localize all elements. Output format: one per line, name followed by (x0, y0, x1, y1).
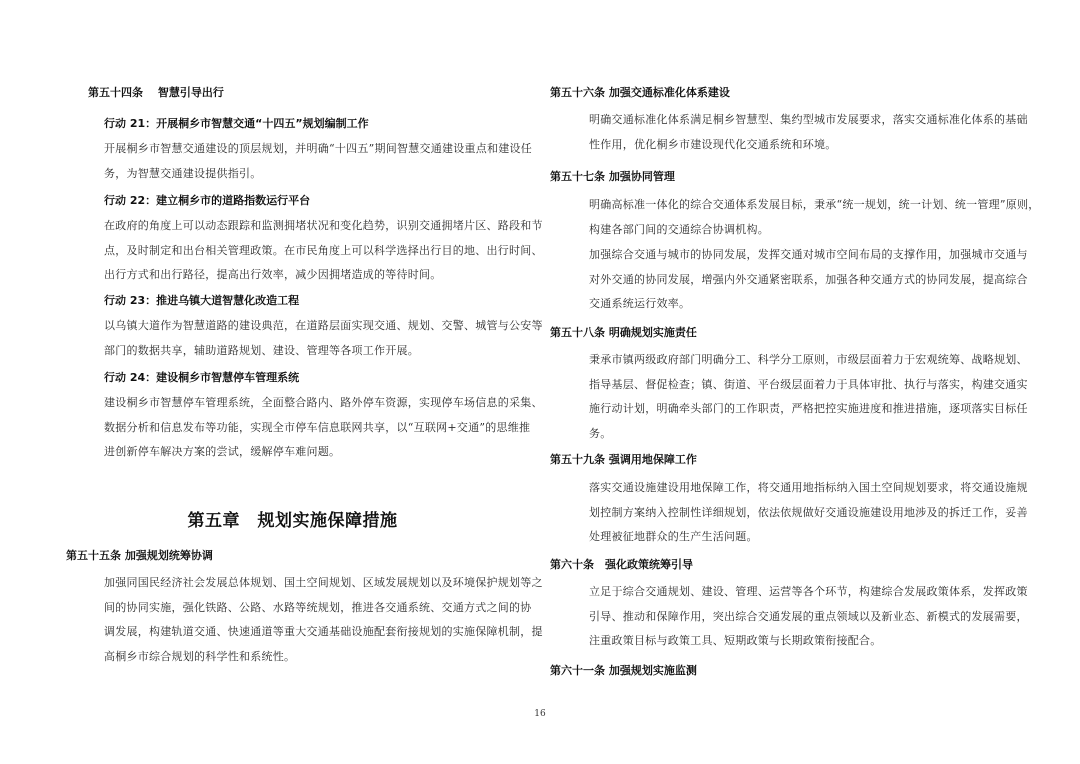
article-55-heading: 第五十五条 加强规划统筹协调 (66, 549, 213, 562)
action-21-heading: 行动 21：开展桐乡市智慧交通“十四五”规划编制工作 (104, 117, 369, 130)
article-56-text: 明确交通标准化体系满足桐乡智慧型、集约型城市发展要求，落实交通标准化体系的基础 性作用，优化桐乡市建设现代化交通系统和环境。 (589, 113, 1028, 151)
page-number: 16 (534, 709, 546, 719)
article-57-heading: 第五十七条 加强协同管理 (550, 170, 675, 183)
action-21-text: 开展桐乡市智慧交通建设的顶层规划，并明确“十四五”期间智慧交通建设重点和建设任 务，为智慧交通建设提供指引。 (104, 142, 532, 180)
article-59-text: 落实交通设施建设用地保障工作，将交通用地指标纳入国土空间规划要求，将交通设施规 划控制方案纳入控制性详细规划，依法依规做好交通设施建设用地涉及的拆迁工作，妥善 处理被征地群众的生产生活问题。 (589, 481, 1028, 543)
article-56-heading: 第五十六条 加强交通标准化体系建设 (550, 86, 730, 99)
action-23-heading: 行动 23：推进乌镇大道智慧化改造工程 (104, 294, 300, 307)
action-24-text: 建设桐乡市智慧停车管理系统，全面整合路内、路外停车资源，实现停车场信息的采集、 数据分析和信息发布等功能，实现全市停车信息联网共享，以“互联网+交通”的思维推 进创新停车解决方案的尝试，缓解停车难问题。 (104, 396, 543, 458)
article-54-heading: 第五十四条 智慧引导出行 (88, 86, 224, 99)
article-57-text-2: 加强综合交通与城市的协同发展，发挥交通对城市空间布局的支撑作用，加强城市交通与 对外交通的协同发展，增强内外交通紧密联系，加强各种交通方式的协同发展，提高综合 交通系统运行效率。 (589, 248, 1028, 310)
chapter-title: 第五章 规划实施保障措施 (187, 511, 398, 531)
action-24-heading: 行动 24：建设桐乡市智慧停车管理系统 (104, 371, 300, 384)
action-23-text: 以乌镇大道作为智慧道路的建设典范，在道路层面实现交通、规划、交警、城管与公安等 部门的数据共享，辅助道路规划、建设、管理等各项工作开展。 (104, 319, 543, 357)
article-60-heading: 第六十条 强化政策统筹引导 (550, 558, 693, 571)
article-61-heading: 第六十一条 加强规划实施监测 (550, 664, 697, 677)
article-58-text: 秉承市镇两级政府部门明确分工、科学分工原则，市级层面着力于宏观统筹、战略规划、 指导基层、督促检查；镇、街道、平台级层面着力于具体审批、执行与落实，构建交通实 施行动计划，明确牵头部门的工作职责，严格把控实施进度和推进措施，逐项落实目标任 务。 (589, 353, 1028, 440)
article-58-heading: 第五十八条 明确规划实施责任 (550, 326, 697, 339)
article-57-text-1: 明确高标准一体化的综合交通体系发展目标，秉承“统一规划，统一计划、统一管理”原则， 构建各部门间的交通综合协调机构。 (589, 198, 1040, 236)
article-55-text: 加强同国民经济社会发展总体规划、国土空间规划、区域发展规划以及环境保护规划等之 间的协同实施，强化铁路、公路、水路等统规划，推进各交通系统、交通方式之间的协 调发展，构建轨道交通、快速通道等重大交通基础设施配套衔接规划的实施保障机制，提 高桐乡市综合规划的科学性和系统性。 (104, 576, 543, 663)
article-59-heading: 第五十九条 强调用地保障工作 (550, 453, 697, 466)
action-22-heading: 行动 22：建立桐乡市的道路指数运行平台 (104, 194, 311, 207)
action-22-text: 在政府的角度上可以动态跟踪和监测拥堵状况和变化趋势，识别交通拥堵片区、路段和节 点，及时制定和出台相关管理政策。在市民角度上可以科学选择出行目的地、出行时间、 出行方式和出行路径，提高出行效率，减少因拥堵造成的等待时间。 (104, 219, 543, 281)
article-60-text: 立足于综合交通规划、建设、管理、运营等各个环节，构建综合发展政策体系，发挥政策 引导、推动和保障作用，突出综合交通发展的重点领域以及新业态、新模式的发展需要， 注重政策目标与政策工具、短期政策与长期政策衔接配合。 (589, 585, 1028, 647)
